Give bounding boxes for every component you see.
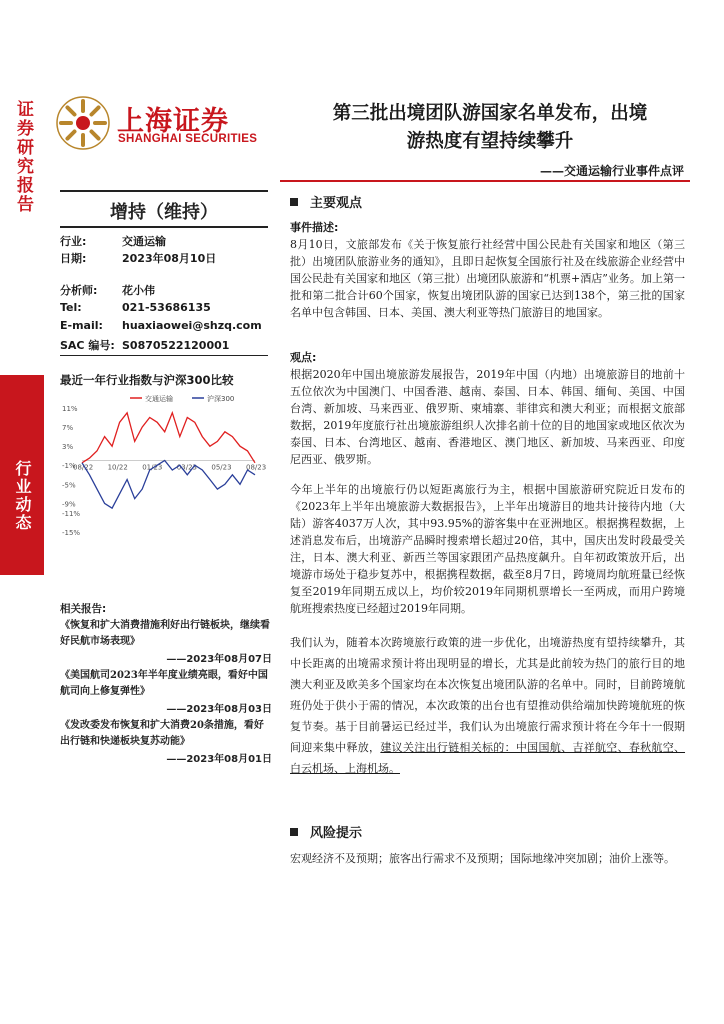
related-report-2: 《美国航司2023年半年度业绩亮眼，看好中国航司向上修复弹性》 <box>60 670 268 697</box>
sac-row <box>60 337 229 353</box>
view-text-1: 根据2020年中国出境旅游发展报告，2019年中国（内地）出境旅游目的地前十五位依次为中国澳门、中国香港、越南、泰国、日本、韩国、缅甸、美国、中国台湾、新加坡、马来西亚、俄罗斯、柬埔寨、菲律宾和澳大利亚；而根据文旅部数据，2019年度旅行社出境旅游组织人次排名前十位的目的地国家或地区依次为泰国、日本、台湾地区、越南、香港地区、澳门地区、新加坡、马来西亚、印度尼西亚、俄罗斯。 <box>290 368 685 466</box>
related-report-1-date: ——2023年08月07日 <box>166 654 272 665</box>
event-label: 事件描述: <box>290 221 339 234</box>
chart-svg <box>60 390 270 540</box>
industry-value: 交通运输 <box>122 235 166 248</box>
event-text: 8月10日，文旅部发布《关于恢复旅行社经营中国公民赴有关国家和地区（第三批）出境团队旅游业务的通知》，且即日起恢复全国旅行社及在线旅游企业经营中国公民赴有关国家和地区（第三批）出境团队旅游和“机票+酒店”业务。加上第一批和第二批合计60个国家，恢复出境团队游的国家已达到138个，第三批的国家名单中包含韩国、日本、美国、澳大利亚等热门旅游目的地国家。 <box>290 238 685 319</box>
view-text-3-body: 我们认为，随着本次跨境旅行政策的进一步优化，出境游热度有望持续攀升，其中长距离的出境需求预计将出现明显的增长，尤其是此前较为热门的旅行目的地澳大利亚及欧美多个国家均在本次恢复出境团队游的名单中。同时，目前跨境航班仍处于供小于需的情况，本次政策的出台也有望推动供给端加快跨境航班的恢复节奏。基于目前暑运已经过半，我们认为出境旅行需求预计将在今年十一假期间迎来集中释放， <box>290 636 685 754</box>
bullet-square-icon <box>290 828 298 836</box>
section-main-points <box>290 192 362 211</box>
index-comparison-chart <box>60 390 270 540</box>
risk-text: 宏观经济不及预期；旅客出行需求不及预期；国际地缘冲突加剧；油价上涨等。 <box>290 852 675 865</box>
related-report-3-date: ——2023年08月01日 <box>166 754 272 765</box>
industry-row <box>60 233 166 249</box>
bullet-square-icon <box>290 198 298 206</box>
x-tick-label: 05/23 <box>211 463 232 472</box>
related-reports-title: 相关报告: <box>60 603 107 615</box>
view-text-3 <box>290 632 685 779</box>
industry-dynamic-label: 行业动态 <box>13 460 32 532</box>
date-row <box>60 250 216 266</box>
rating-bottom-rule <box>60 226 268 228</box>
chart-title: 最近一年行业指数与沪深300比较 <box>60 373 234 387</box>
email-value: huaxiaowei@shzq.com <box>122 319 262 332</box>
x-tick-label: 03/23 <box>176 463 197 472</box>
y-tick-label: 3% <box>62 443 74 452</box>
date-value: 2023年08月10日 <box>122 252 217 265</box>
x-tick-label: 01/23 <box>142 463 163 472</box>
report-title <box>290 100 690 156</box>
company-logo <box>55 95 275 155</box>
y-tick-label: -15% <box>62 529 81 537</box>
email-row <box>60 319 262 332</box>
tel-value: 021-53686135 <box>122 301 211 314</box>
rating-label: 增持（维持） <box>110 202 218 223</box>
x-tick-label: 08/22 <box>73 463 94 472</box>
legend-label-1: 交通运输 <box>145 395 173 403</box>
x-tick-label: 08/23 <box>246 463 267 472</box>
report-type-label: 证券研究报告 <box>13 100 33 214</box>
sac-value: S0870522120001 <box>122 339 230 352</box>
section-main-points-label: 主要观点 <box>310 196 363 211</box>
report-title-line1: 第三批出境团队游国家名单发布，出境 <box>332 103 648 124</box>
info-bottom-rule <box>60 355 268 356</box>
related-report-1: 《恢复和扩大消费措施利好出行链板块，继续看好民航市场表现》 <box>60 620 270 647</box>
series-line-1 <box>82 413 255 463</box>
view-text-2: 今年上半年的出境旅行仍以短距离旅行为主，根据中国旅游研究院近日发布的《2023年上半年出境旅游大数据报告》，上半年出境游目的地共计接待内地（大陆）游客4037万人次，其中93.95%的游客集中在亚洲地区。根据携程数据，上述消息发布后，出境游产品瞬时搜索增长超过20倍，其中，国庆出发时段最受关注，日本、澳大利亚、新西兰等国家跟团产品热度飙升。自年初政策放开后，出境游市场处于稳步复苏中，根据携程数据，截至8月7日，跨境周均航班量已经恢复至2019年同期五成以上，均价较2019年同期机票增长一至两成，而用户跨境航班搜索热度已经超过2019年同期。 <box>290 483 685 615</box>
y-tick-label: 11% <box>62 405 78 413</box>
analyst-value: 花小伟 <box>122 284 155 297</box>
tel-key: Tel: <box>60 301 82 314</box>
section-risk-label: 风险提示 <box>310 826 363 841</box>
y-tick-label: -5% <box>62 481 76 490</box>
sac-key: SAC 编号: <box>60 339 115 352</box>
y-tick-label: -1% <box>62 462 76 471</box>
section-risk <box>290 822 362 841</box>
view-label: 观点: <box>290 351 317 364</box>
email-key: E-mail: <box>60 319 103 332</box>
y-tick-label: -11% <box>62 509 81 518</box>
report-subtitle: ——交通运输行业事件点评 <box>539 164 684 178</box>
industry-key: 行业: <box>60 235 87 248</box>
title-divider <box>280 180 690 182</box>
x-tick-label: 10/22 <box>107 463 128 472</box>
rating-top-rule <box>60 190 268 192</box>
logo-mark-icon <box>55 95 111 151</box>
logo-english-text: SHANGHAI SECURITIES <box>118 133 258 145</box>
logo-chinese-text: 上海证券 <box>117 106 229 137</box>
recommended-stocks: 建议关注出行链相关标的：中国国航、吉祥航空、春秋航空、白云机场、上海机场。 <box>290 741 686 775</box>
report-title-line2: 游热度有望持续攀升 <box>406 131 574 152</box>
date-key: 日期: <box>60 252 87 265</box>
y-tick-label: 7% <box>62 424 74 433</box>
related-report-3: 《发改委发布恢复和扩大消费20条措施，看好出行链和快递板块复苏动能》 <box>60 720 264 747</box>
legend-label-2: 沪深300 <box>207 395 235 403</box>
y-tick-label: -9% <box>62 500 76 509</box>
related-report-2-date: ——2023年08月03日 <box>166 704 272 715</box>
analyst-key: 分析师: <box>60 284 98 297</box>
tel-row <box>60 301 211 314</box>
analyst-row <box>60 282 155 298</box>
